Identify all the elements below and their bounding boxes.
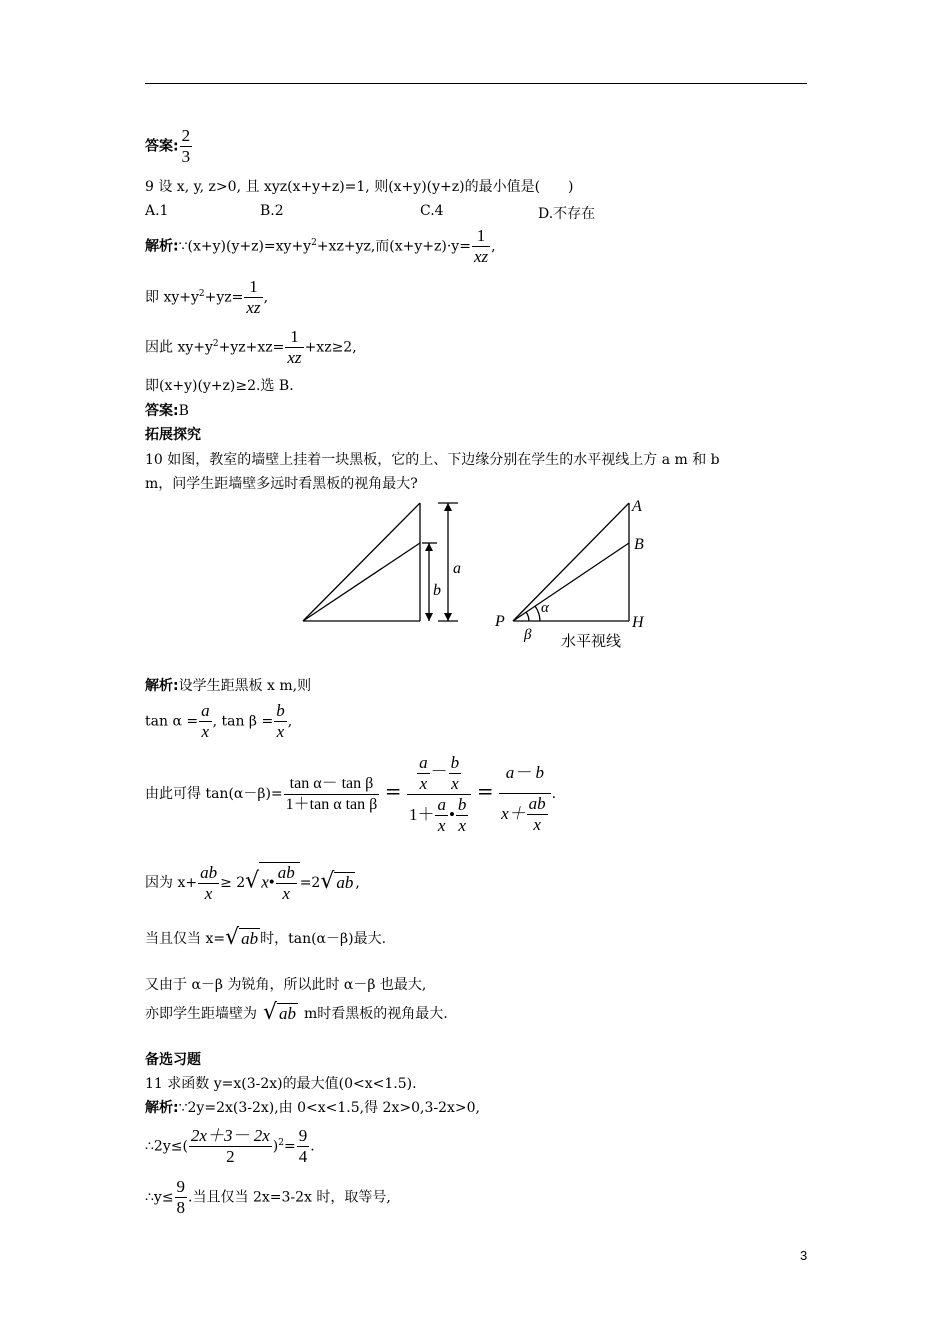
answer-9: 答案:B [145,403,189,419]
solution-9-line1: 解析$:\because(x+y)(y+z)=xy+y^2+xz+yz$,而(x+y+z)·y= $\frac{1}{xz}$ , [145,226,496,266]
figure-label-A: A [632,498,642,515]
solution-10-inequality: 因为 x+ $\frac{ab}{x}$ ≥ 2√ x• $\frac{ab}{x}$ =2√ ab , [145,862,360,903]
solution-10-conclusion: 亦即学生距墙壁为 √ ab m时看黑板的视角最大. [145,1000,448,1025]
solution-11-line1: 解析:∵2y=2x(3-2x),由 0<x<1.5,得 2x>0,3-2x>0, [145,1100,480,1116]
question-9-stem: 9 设 x, y, z>0, 且 xyz(x+y+z)=1, 则(x+y)(y+z)的最小值是( ) [145,179,574,195]
solution-10-tan-defs: tan α = $\frac{a}{x}$ , tan β = $\frac{b}{x}$ , [145,701,293,741]
figure-label-alpha: α [541,600,549,616]
figure-label-B: B [634,536,644,553]
answer-label: 答案: [145,138,179,155]
solution-9-line4: 即(x+y)(y+z)≥2.选 B. [145,378,294,394]
solution-10-line1: 解析:设学生距黑板 x m,则 [145,678,312,694]
section-expand-title: 拓展探究 [145,427,201,443]
blackboard-figure [295,495,665,655]
answer-fraction: $\frac{2}{3}$ [181,126,191,166]
solution-10-acute: 又由于 α－β 为锐角，所以此时 α－β 也最大, [145,977,427,993]
choice-d: D.不存在 [538,206,596,222]
figure-right [513,503,629,621]
solution-11-line2: ∴2y≤( $\frac{2x+3- 2x}{2}$ )$^2$= $\frac{9}{4}$ . [145,1126,315,1166]
figure-label-horizon: 水平视线 [561,632,622,650]
figure-label-beta: β [524,627,532,643]
figure-label-a: a [453,560,461,577]
solution-9-line3: 因此 $xy+y^2+yz+xz=$ $\frac{1}{xz}$ +xz≥2, [145,327,357,367]
question-11-stem: 11 求函数 y=x(3-2x)的最大值(0<x<1.5). [145,1076,417,1092]
solution-11-line3: ∴y≤ $\frac{9}{8}$ .当且仅当 2x=3-2x 时，取等号, [145,1177,391,1217]
solution-10-derivation: 由此可得 tan(α－β)= $\frac{\text{tan α－ tan β}}{\text{1＋tan α tan β}}$ = $\frac{a}{x}$ － $\frac{b}{x}$ 1＋ $\frac{a}{x}$ • $\frac{b}{x}$ = a－ b x＋ $\frac{ab}{x}$ . [145,752,557,835]
header-rule [145,83,807,84]
choice-a: A.1 [145,203,169,219]
answer-prev [145,126,193,167]
figure-label-H: H [632,614,644,631]
figure-label-P: P [495,613,505,630]
choice-c: C.4 [420,203,444,219]
figure-label-b: b [433,582,441,599]
question-10-line1: 10 如图，教室的墙壁上挂着一块黑板，它的上、下边缘分别在学生的水平视线上方 a m 和 b [145,452,720,468]
section-alt-title: 备选习题 [145,1052,201,1068]
solution-10-equality-condition: 当且仅当 x=√ ab 时，tan(α－β)最大. [145,925,387,950]
page-number: 3 [800,1248,808,1263]
solution-9-line2: 即 $xy+y^2+yz=$ $\frac{1}{xz}$ , [145,277,269,317]
choice-b: B.2 [260,203,284,219]
figure-left [303,503,458,621]
question-10-line2: m，问学生距墙壁多远时看黑板的视角最大? [145,476,418,492]
